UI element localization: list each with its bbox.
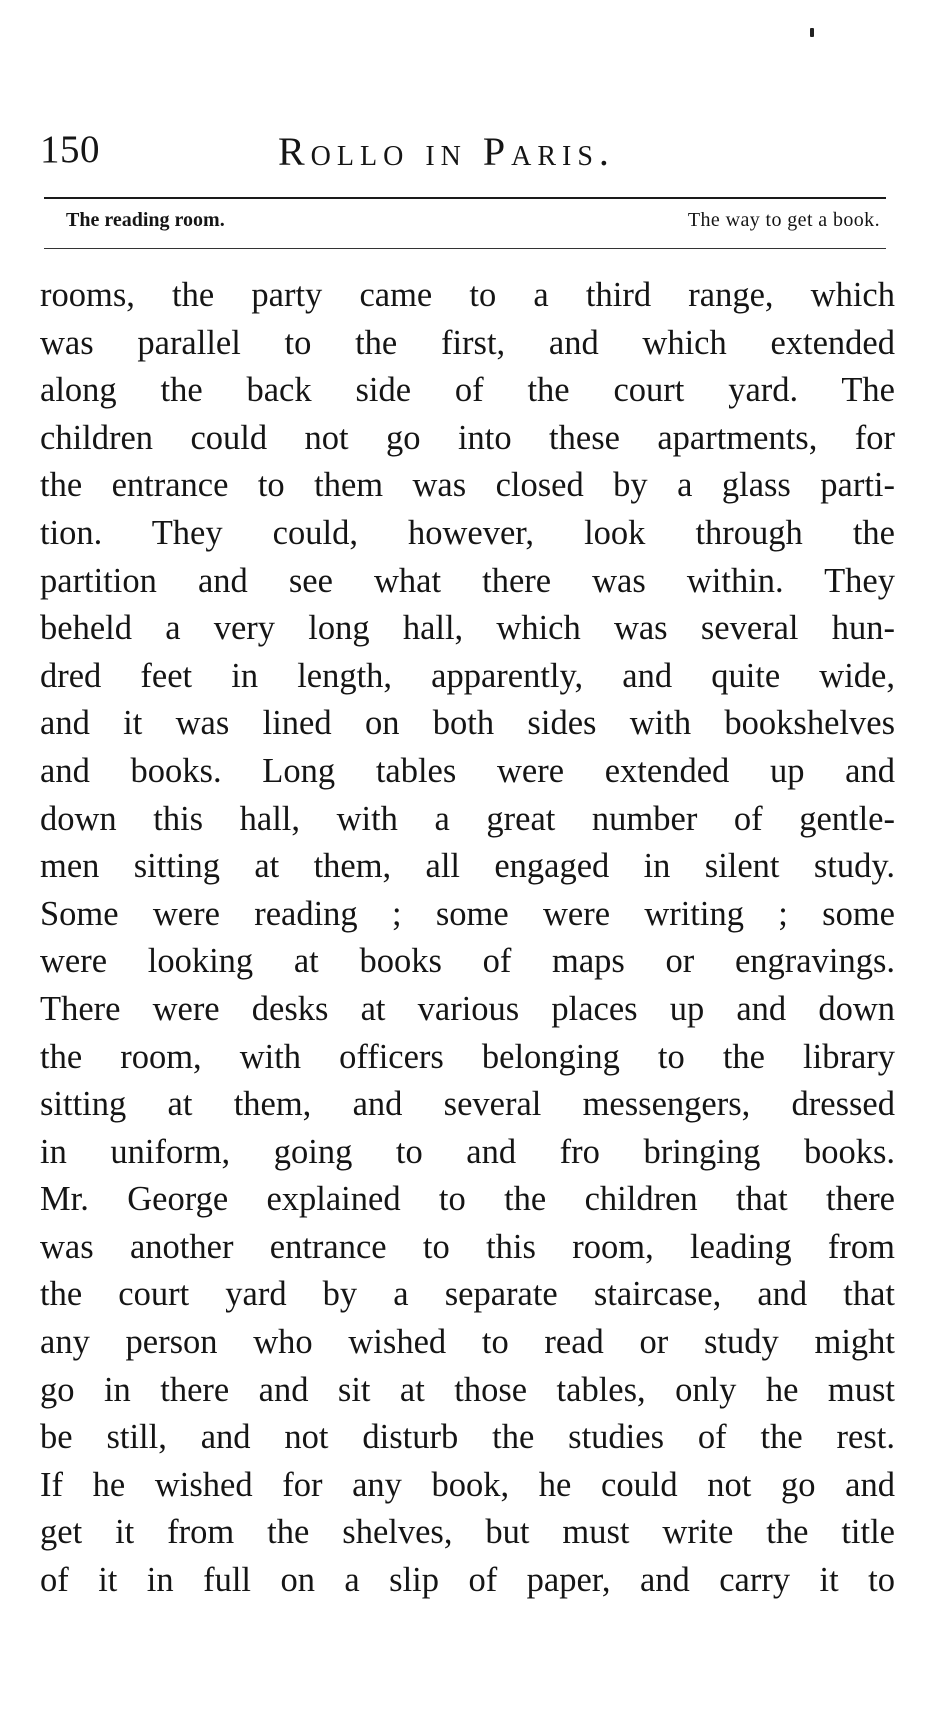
header-rule-top bbox=[44, 197, 886, 199]
text-line: go in there and sit at those tables, only he must bbox=[40, 1370, 895, 1409]
text-line: down this hall, with a great number of gentle- bbox=[40, 799, 895, 838]
right-sidehead: The way to get a book. bbox=[687, 209, 880, 231]
text-line: along the back side of the court yard. The bbox=[40, 371, 895, 410]
body-text bbox=[40, 272, 895, 1605]
text-line: get it from the shelves, but must write the title bbox=[40, 1513, 895, 1552]
text-line: and it was lined on both sides with bookshelves bbox=[40, 704, 895, 743]
text-line: was another entrance to this room, leading from bbox=[40, 1227, 895, 1266]
text-line: dred feet in length, apparently, and quite wide, bbox=[40, 656, 895, 695]
left-sidehead: The reading room. bbox=[66, 209, 225, 231]
ink-mark bbox=[810, 28, 814, 37]
text-line: men sitting at them, all engaged in silent study. bbox=[40, 847, 895, 886]
text-line: be still, and not disturb the studies of the rest. bbox=[40, 1418, 895, 1457]
running-title: Rollo in Paris. bbox=[278, 129, 615, 174]
text-line: There were desks at various places up and down bbox=[40, 989, 895, 1028]
text-line: partition and see what there was within. They bbox=[40, 561, 895, 600]
text-line: and books. Long tables were extended up and bbox=[40, 751, 895, 790]
text-line: beheld a very long hall, which was several hun- bbox=[40, 609, 895, 648]
text-line: of it in full on a slip of paper, and carry it to bbox=[40, 1561, 895, 1600]
text-line: If he wished for any book, he could not go and bbox=[40, 1465, 895, 1504]
text-line: were looking at books of maps or engravings. bbox=[40, 942, 895, 981]
text-line: rooms, the party came to a third range, which bbox=[40, 276, 895, 314]
text-line: in uniform, going to and fro bringing books. bbox=[40, 1132, 895, 1171]
text-line: the entrance to them was closed by a glass parti- bbox=[40, 466, 895, 505]
text-line: was parallel to the first, and which extended bbox=[40, 323, 895, 362]
text-line: sitting at them, and several messengers, dressed bbox=[40, 1085, 895, 1124]
text-line: Some were reading ; some were writing ; some bbox=[40, 894, 895, 933]
text-line: the court yard by a separate staircase, and that bbox=[40, 1275, 895, 1314]
page-number: 150 bbox=[40, 128, 100, 171]
header-rule-bottom bbox=[44, 248, 886, 249]
text-line: tion. They could, however, look through the bbox=[40, 513, 895, 552]
text-line: children could not go into these apartments, for bbox=[40, 418, 895, 457]
text-line: any person who wished to read or study might bbox=[40, 1323, 895, 1362]
text-line: the room, with officers belonging to the library bbox=[40, 1037, 895, 1076]
text-line: Mr. George explained to the children that there bbox=[40, 1180, 895, 1219]
